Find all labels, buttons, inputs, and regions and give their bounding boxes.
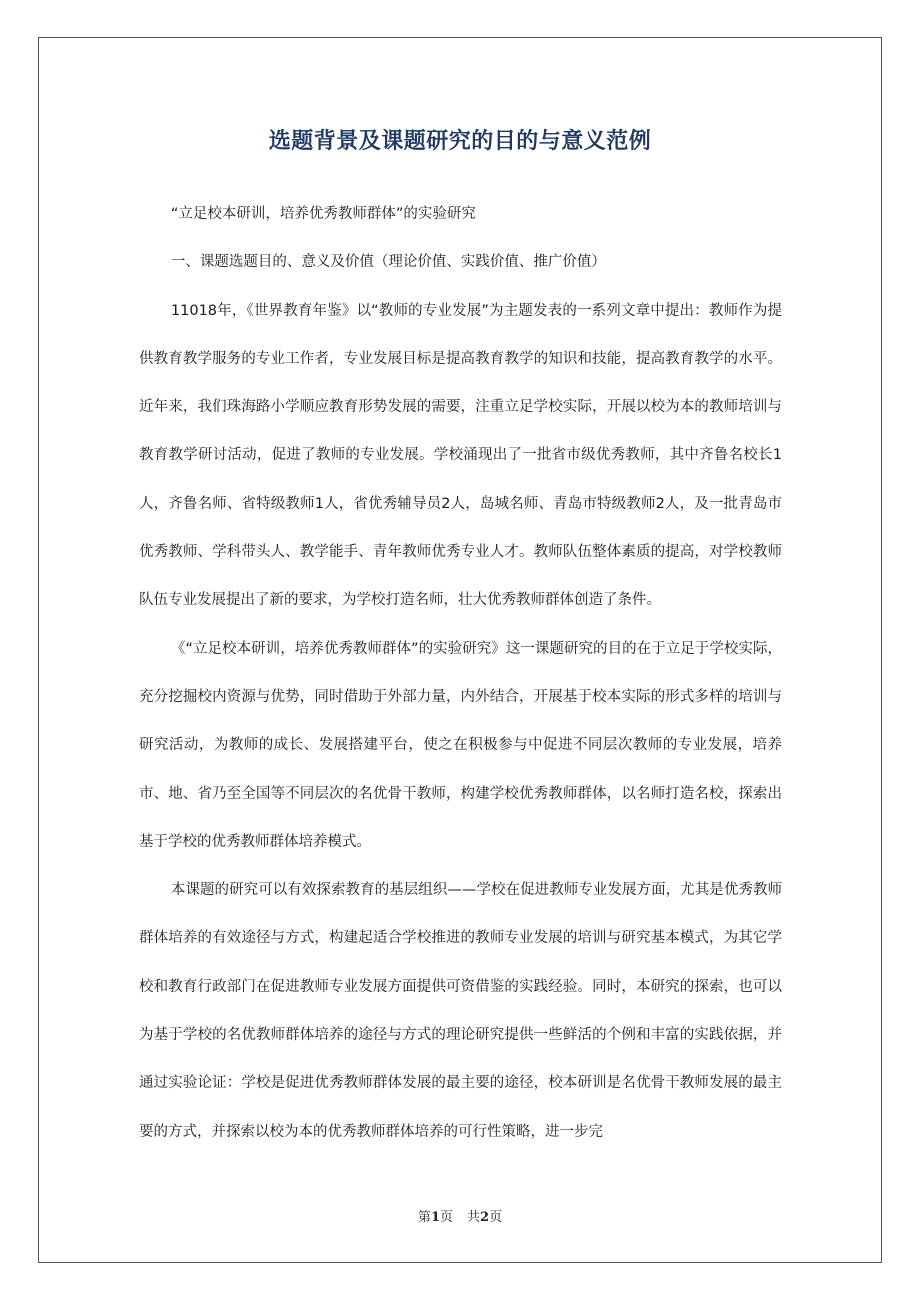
paragraph-section-heading: 一、课题选题目的、意义及价值（理论价值、实践价值、推广价值） bbox=[170, 254, 606, 271]
paragraph-purpose: 《“立足校本研训，培养优秀教师群体”的实验研究》这一课题研究的目的在于立足于学校实际，充分挖掘校内资源与优势，同时借助于外部力量，内外结合，开展基于校本实际的形式多样的培训与研究活动，为教师的成长、发展搭建平台，使之在积极参与中促进不同层次教师的专业发展，培养市、地、省乃至全国等不同层次的名优骨干教师，构建学校优秀教师群体，以名师打造名校，探索出基于学校的优秀教师群体培养模式。 bbox=[139, 640, 782, 850]
page-word: 页 bbox=[439, 1210, 453, 1225]
document-body bbox=[139, 190, 782, 1156]
paragraph-subtitle: “立足校本研训，培养优秀教师群体”的实验研究 bbox=[170, 206, 476, 222]
paragraph-significance: 本课题的研究可以有效探索教育的基层组织——学校在促进教师专业发展方面，尤其是优秀教师群体培养的有效途径与方式，构建起适合学校推进的教师专业发展的培训与研究基本模式，为其它学校和教育行政部门在促进教师专业发展方面提供可资借鉴的实践经验。同时，本研究的探索，也可以为基于学校的名优教师群体培养的途径与方式的理论研究提供一些鲜活的个例和丰富的实践依据，并通过实验论证：学校是促进优秀教师群体发展的最主要的途径，校本研训是名优骨干教师发展的最主要的方式，并探索以校为本的优秀教师群体培养的可行性策略，进一步完 bbox=[139, 882, 782, 1140]
document-title: 选题背景及课题研究的目的与意义范例 bbox=[268, 129, 652, 154]
total-suffix: 页 bbox=[489, 1210, 503, 1225]
page-prefix: 第 bbox=[417, 1210, 431, 1225]
total-pages-number: 2 bbox=[480, 1210, 490, 1225]
total-prefix: 共 bbox=[467, 1210, 481, 1225]
paragraph-background: 11018年，《世界教育年鉴》以“教师的专业发展”为主题发表的一系列文章中提出：教师作为提供教育教学服务的专业工作者，专业发展目标是提高教育教学的知识和技能，提高教育教学的水平。近年来，我们珠海路小学顺应教育形势发展的需要，注重立足学校实际，开展以校为本的教师培训与教育教学研讨活动，促进了教师的专业发展。学校涌现出了一批省市级优秀教师，其中齐鲁名校长1人，齐鲁名师、省特级教师1人，省优秀辅导员2人，岛城名师、青岛市特级教师2人，及一批青岛市优秀教师、学科带头人、教学能手、青年教师优秀专业人才。教师队伍整体素质的提高，对学校教师队伍专业发展提出了新的要求，为学校打造名师，壮大优秀教师群体创造了条件。 bbox=[139, 302, 782, 609]
current-page-number: 1 bbox=[430, 1210, 440, 1225]
page-footer bbox=[0, 1206, 920, 1225]
